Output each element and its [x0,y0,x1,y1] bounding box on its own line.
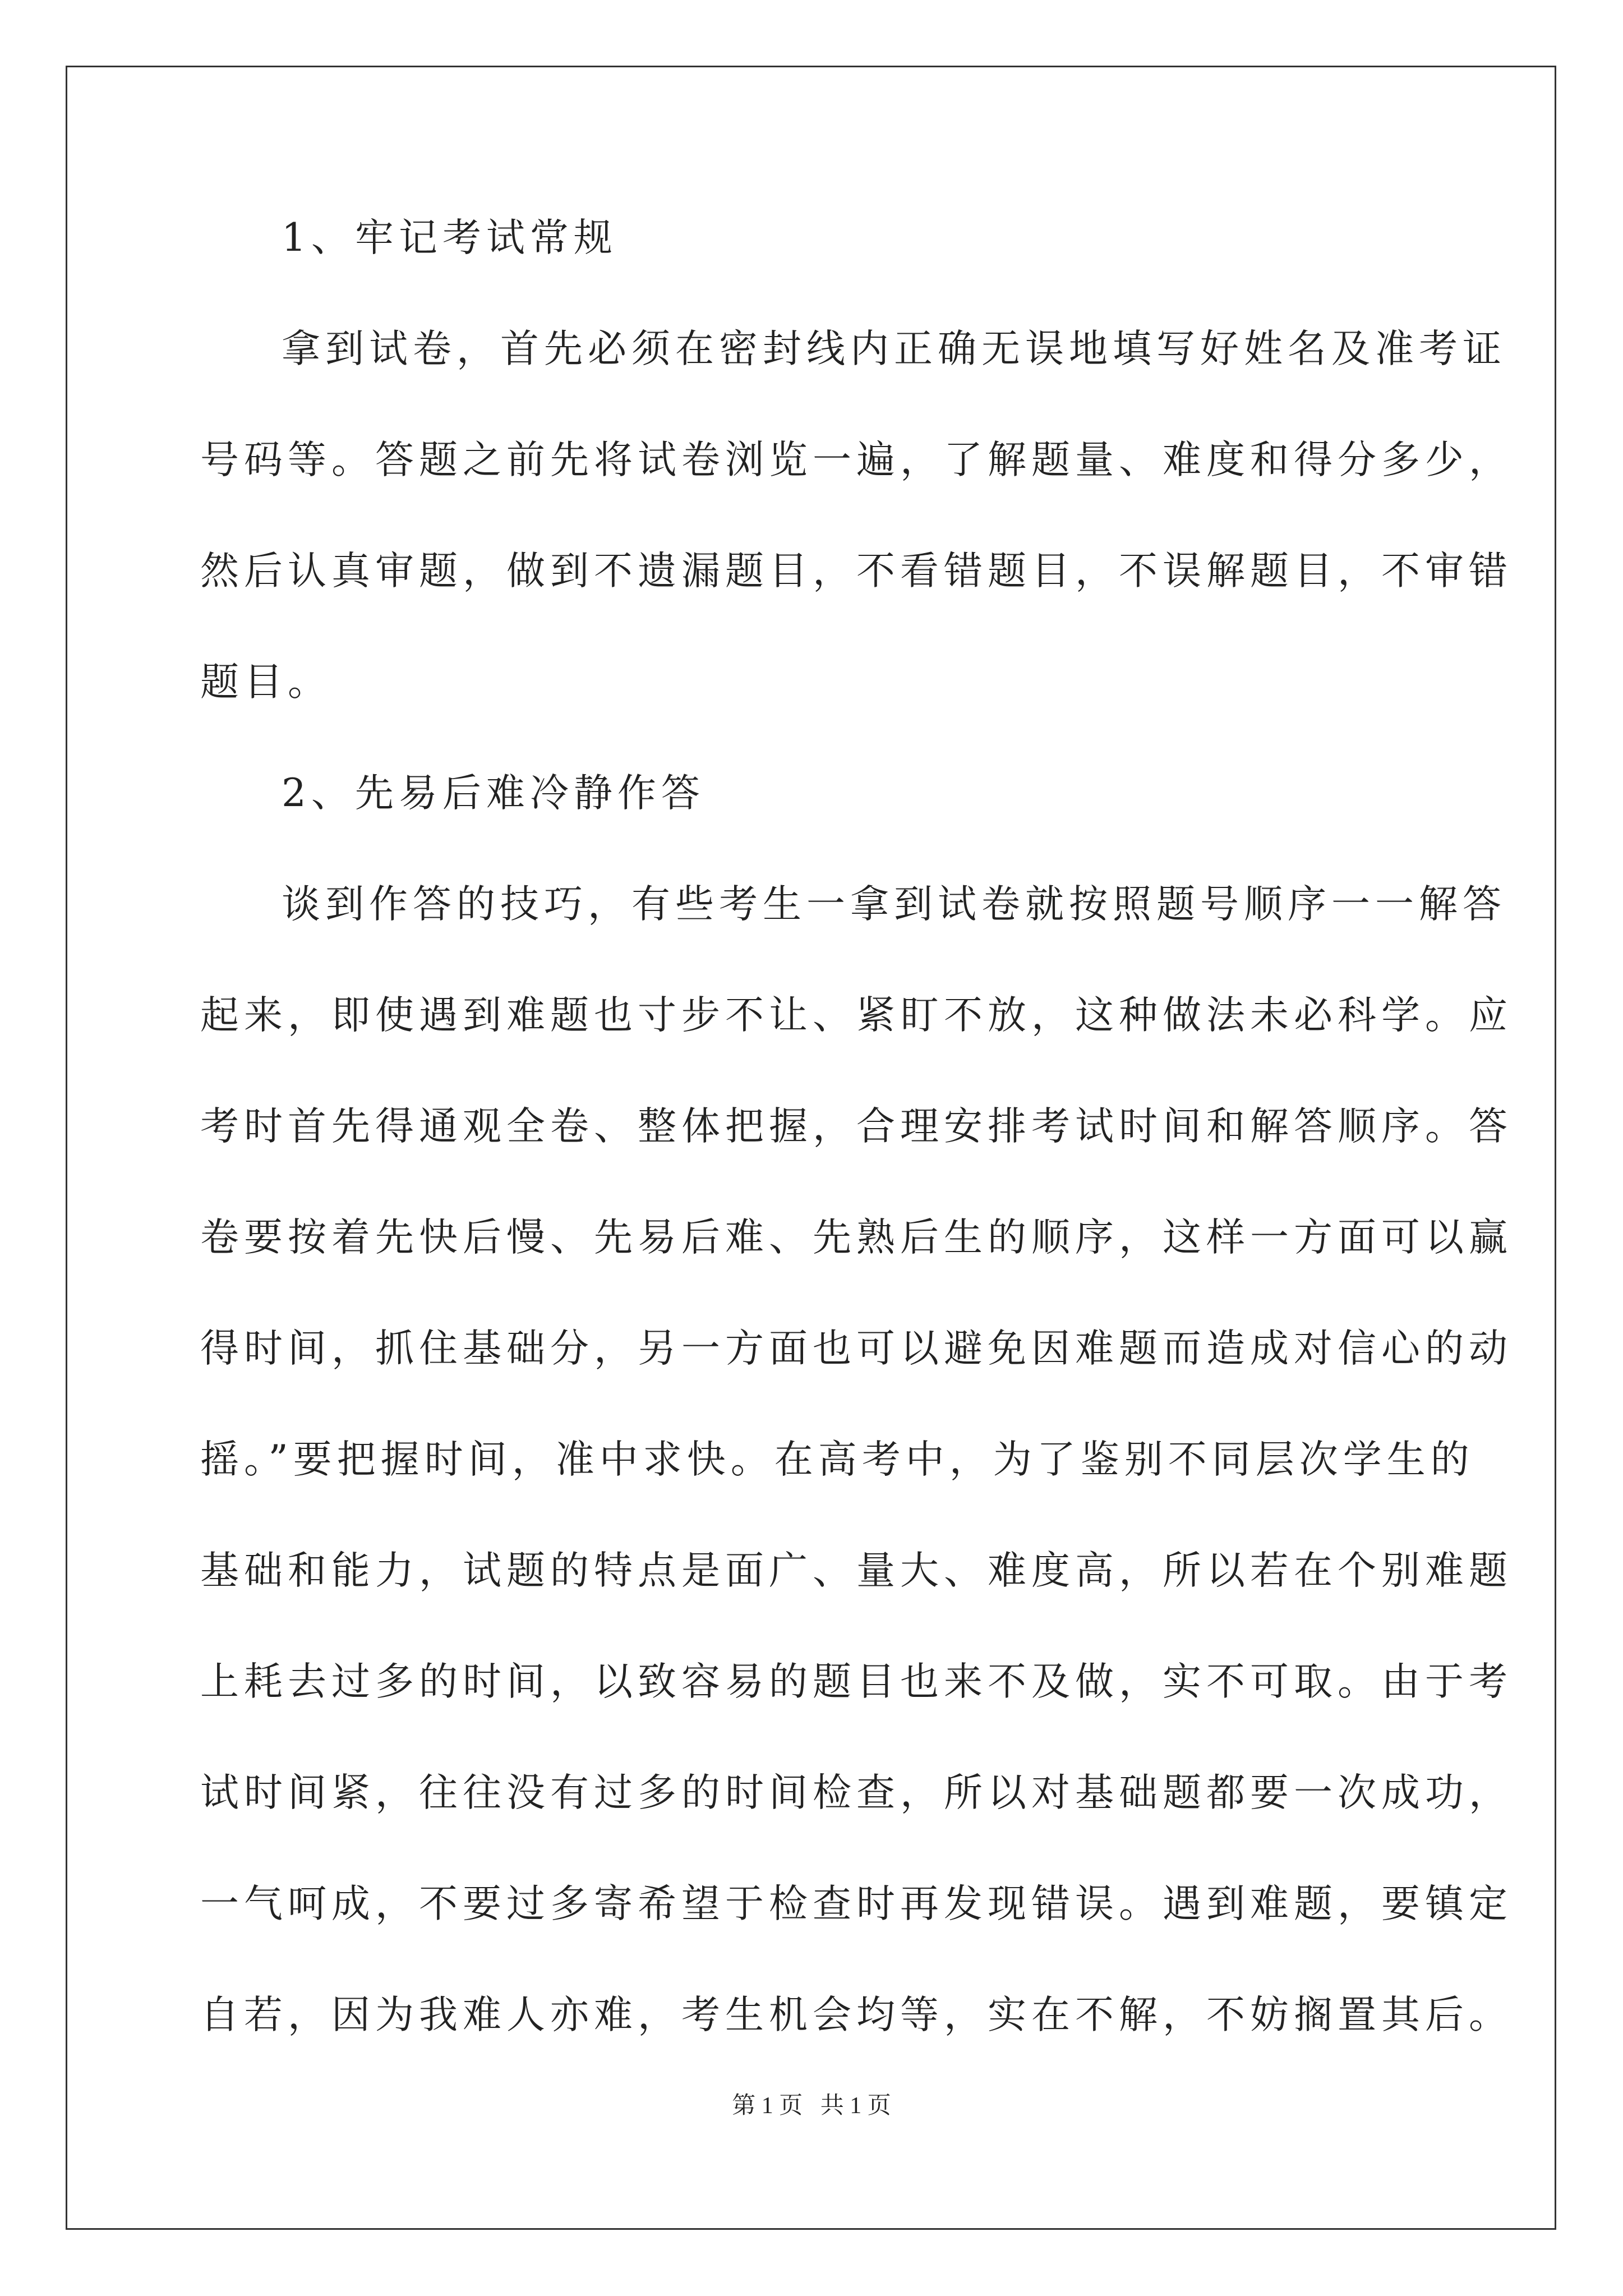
paragraph-line: 然后认真审题，做到不遗漏题目，不看错题目，不误解题目，不审错 [200,549,1513,593]
paragraph-line: 得时间，抓住基础分，另一方面也可以避免因难题而造成对信心的动 [200,1326,1513,1371]
paragraph-line: 号码等。答题之前先将试卷浏览一遍，了解题量、难度和得分多少， [200,438,1513,482]
paragraph-line: 题目。 [200,660,331,705]
section-heading: 2、先易后难冷静作答 [282,771,705,816]
paragraph-line: 基础和能力，试题的特点是面广、量大、难度高，所以若在个别难题 [200,1548,1513,1593]
paragraph-line: 卷要按着先快后慢、先易后难、先熟后生的顺序，这样一方面可以赢 [200,1215,1513,1260]
paragraph-line: 起来，即使遇到难题也寸步不让、紧盯不放，这种做法未必科学。应 [200,993,1513,1038]
paragraph-line: 上耗去过多的时间，以致容易的题目也来不及做，实不可取。由于考 [200,1659,1513,1704]
paragraph-line: 拿到试卷，首先必须在密封线内正确无误地填写好姓名及准考证 [282,326,1506,371]
paragraph-line: 自若，因为我难人亦难，考生机会均等，实在不解，不妨搁置其后。 [200,1993,1513,2037]
paragraph-line: 一气呵成，不要过多寄希望于检查时再发现错误。遇到难题，要镇定 [200,1881,1513,1926]
paragraph-line: 试时间紧，往往没有过多的时间检查，所以对基础题都要一次成功， [200,1770,1513,1815]
section-heading: 1、牢记考试常规 [282,215,617,260]
paragraph-line: 摇。”要把握时间，准中求快。在高考中，为了鉴别不同层次学生的 [200,1437,1474,1482]
page-footer: 第 1 页 共 1 页 [732,2093,891,2119]
paragraph-line: 考时首先得通观全卷、整体把握，合理安排考试时间和解答顺序。答 [200,1104,1513,1149]
paragraph-line: 谈到作答的技巧，有些考生一拿到试卷就按照题号顺序一一解答 [282,882,1506,927]
